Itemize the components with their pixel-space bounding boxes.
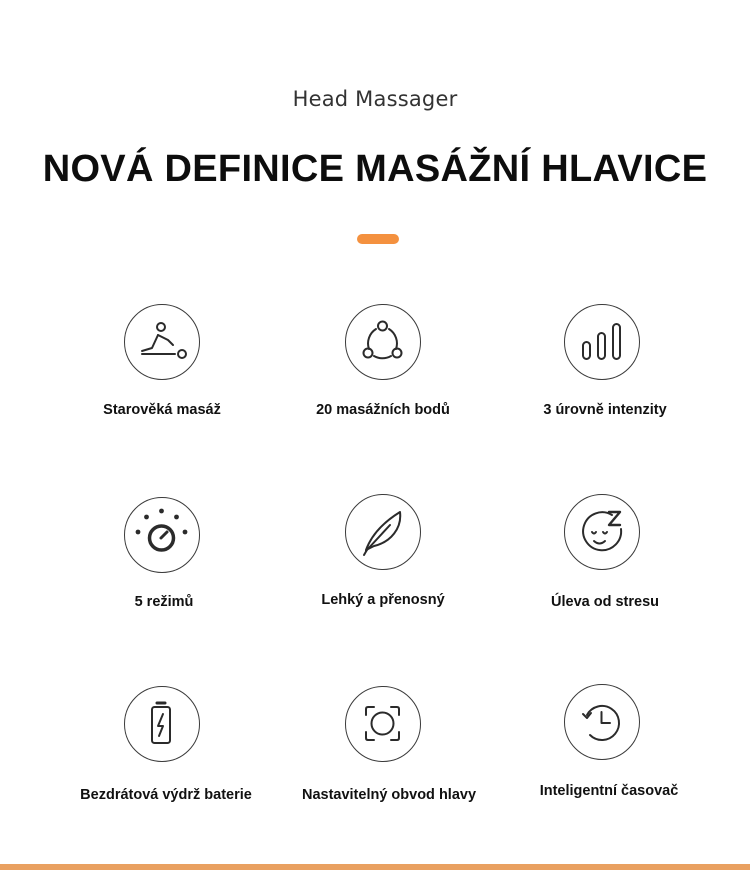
feature-label: Úleva od stresu: [551, 594, 659, 610]
accent-divider: [357, 234, 399, 244]
product-subtitle: Head Massager: [292, 87, 458, 111]
massage-person-icon: [124, 304, 200, 380]
feature-label: 3 úrovně intenzity: [543, 402, 667, 418]
bottom-accent-bar: [0, 864, 750, 870]
feature-label: Bezdrátová výdrž baterie: [80, 787, 252, 803]
feature-label: Nastavitelný obvod hlavy: [301, 787, 477, 803]
feature-label: Inteligentní časovač: [539, 783, 679, 799]
dial-knob-icon: [124, 497, 200, 573]
page-title: NOVÁ DEFINICE MASÁŽNÍ HLAVICE: [42, 148, 708, 190]
feature-label: Lehký a přenosný: [321, 592, 445, 608]
sleeping-face-icon: [564, 494, 640, 570]
timer-clock-icon: [564, 684, 640, 760]
feature-label: Starověká masáž: [103, 402, 221, 418]
intensity-levels-icon: [564, 304, 640, 380]
feather-icon: [345, 494, 421, 570]
adjust-frame-icon: [345, 686, 421, 762]
battery-charging-icon: [124, 686, 200, 762]
feature-label: 20 masážních bodů: [316, 402, 450, 418]
nodes-cycle-icon: [345, 304, 421, 380]
feature-label: 5 režimů: [134, 594, 194, 610]
